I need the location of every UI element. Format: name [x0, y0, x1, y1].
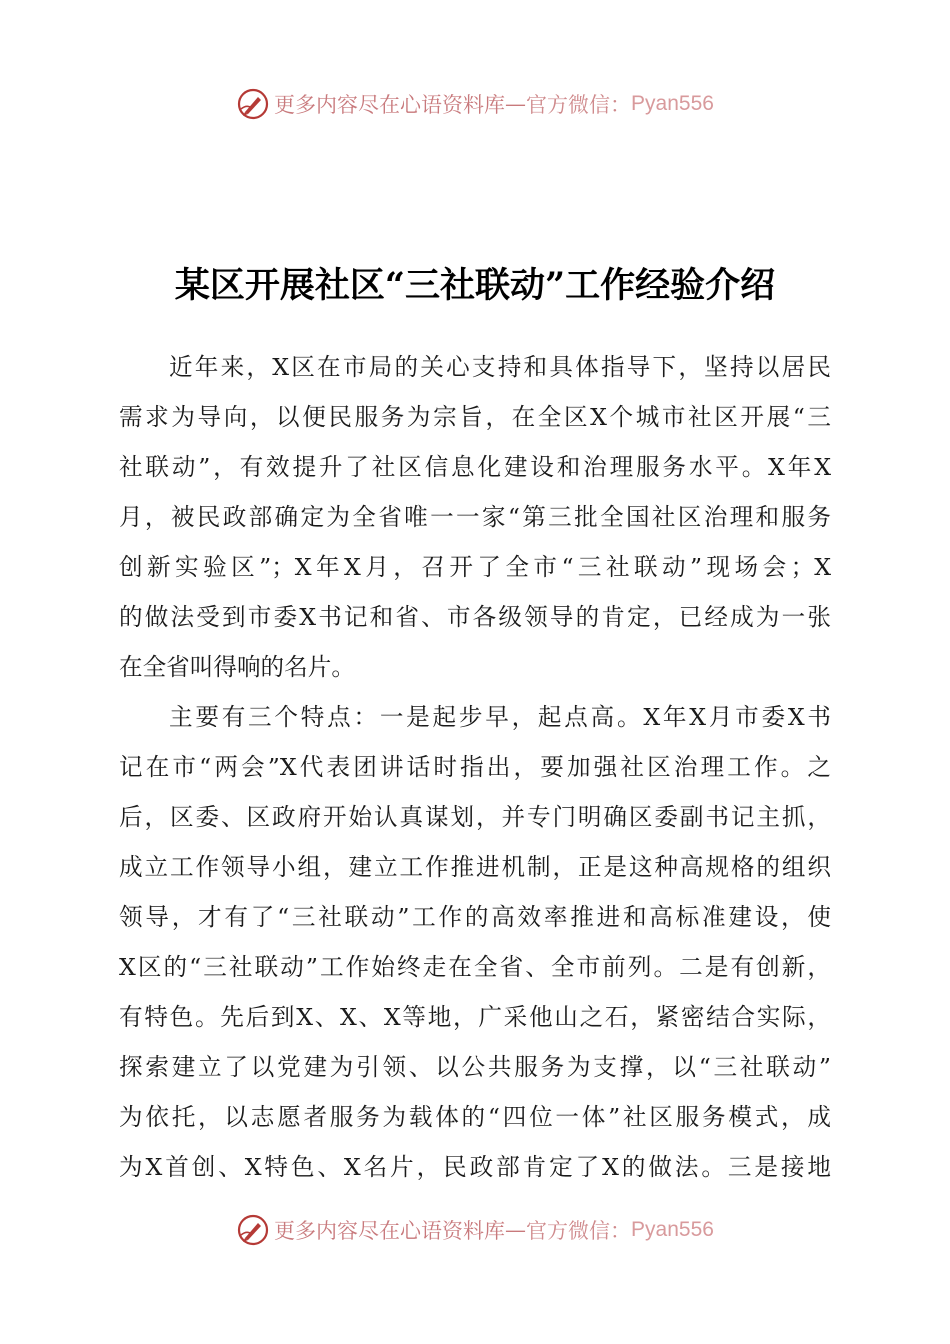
pen-logo-icon [236, 1213, 270, 1247]
watermark-wechat-label: 官方微信： [526, 1219, 632, 1243]
paragraph-line: 月，被民政部确定为全省唯一一家“第三批全国社区治理和服务 [119, 503, 831, 531]
paragraph-line: X区的“三社联动”工作始终走在全省、全市前列。二是有创新， [119, 953, 831, 981]
document-title: 某区开展社区“三社联动”工作经验介绍 [174, 265, 776, 306]
paragraph-line: 主要有三个特点：一是起步早，起点高。X年X月市委X书 [169, 703, 831, 731]
paragraph-line: 在全省叫得响的名片。 [119, 653, 355, 681]
paragraph-line: 为X首创、X特色、X名片，民政部肯定了X的做法。三是接地 [119, 1153, 831, 1181]
watermark-promo-text: 更多内容尽在心语资料库 [274, 1219, 506, 1243]
watermark-promo-text: 更多内容尽在心语资料库 [274, 93, 506, 117]
watermark-dash: — [505, 92, 527, 116]
pen-logo-icon [236, 87, 270, 121]
paragraph-line: 创新实验区”；X年X月，召开了全市“三社联动”现场会；X [119, 553, 831, 581]
paragraph-line: 后，区委、区政府开始认真谋划，并专门明确区委副书记主抓， [119, 803, 831, 831]
paragraph-line: 社联动”，有效提升了社区信息化建设和治理服务水平。X年X [119, 453, 831, 481]
paragraph-line: 为依托，以志愿者服务为载体的“四位一体”社区服务模式，成 [119, 1103, 831, 1131]
paragraph-line: 探索建立了以党建为引领、以公共服务为支撑，以“三社联动” [119, 1053, 831, 1081]
paragraph-line: 的做法受到市委X书记和省、市各级领导的肯定，已经成为一张 [119, 603, 831, 631]
watermark-dash: — [505, 1218, 527, 1242]
paragraph-line: 成立工作领导小组，建立工作推进机制，正是这种高规格的组织 [119, 853, 831, 881]
paragraph-1 [119, 342, 831, 692]
paragraph-line: 近年来，X区在市局的关心支持和具体指导下，坚持以居民 [169, 353, 831, 381]
header-watermark [0, 86, 950, 122]
paragraph-line: 领导，才有了“三社联动”工作的高效率推进和高标准建设，使 [119, 903, 831, 931]
watermark-wechat-label: 官方微信： [526, 93, 632, 117]
document-body [119, 342, 831, 1192]
watermark-wechat-id: Pyan556 [631, 1218, 714, 1241]
paragraph-line: 有特色。先后到X、X、X等地，广采他山之石，紧密结合实际， [119, 1003, 831, 1031]
watermark-wechat-id: Pyan556 [631, 92, 714, 115]
footer-watermark [0, 1212, 950, 1248]
paragraph-2 [119, 692, 831, 1192]
paragraph-line: 记在市“两会”X代表团讲话时指出，要加强社区治理工作。之 [119, 753, 831, 781]
paragraph-line: 需求为导向，以便民服务为宗旨，在全区X个城市社区开展“三 [119, 403, 831, 431]
